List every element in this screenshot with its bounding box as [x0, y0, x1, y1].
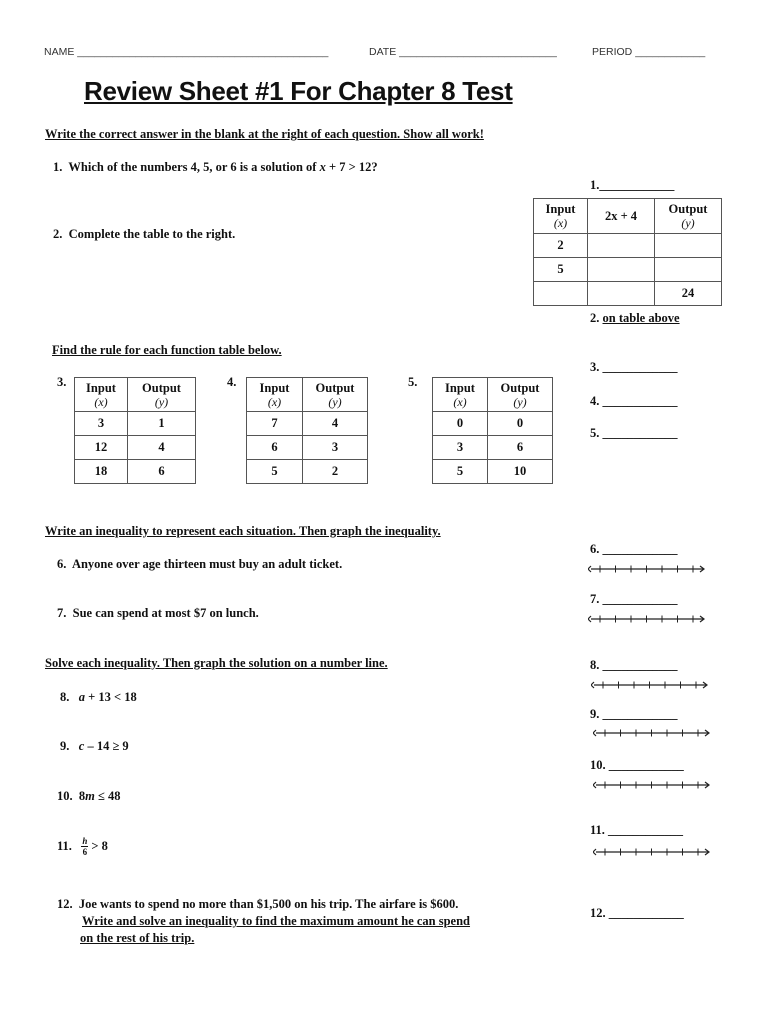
table-cell: 6 [128, 460, 196, 484]
table-header: Output (y) [655, 199, 722, 234]
arrow-left-icon [591, 682, 594, 688]
arrow-left-icon [593, 782, 596, 788]
table-cell: 5 [534, 258, 588, 282]
answer-5-blank[interactable]: 5. ____________ [590, 426, 678, 440]
answer-9-blank[interactable]: 9. ____________ [590, 707, 678, 721]
question-7-text: Sue can spend at most $7 on lunch. [72, 606, 259, 620]
question-12-line-2: Write and solve an inequality to find the maximum amount he can spend [82, 914, 471, 928]
question-11-rest: > 8 [91, 839, 108, 853]
question-10-var: m [85, 789, 95, 803]
table-header: Output (y) [128, 378, 196, 412]
answer-7-blank[interactable]: 7. ____________ [590, 592, 678, 606]
table-header: Input (x) [75, 378, 128, 412]
question-9 [60, 739, 129, 754]
question-11 [57, 836, 108, 857]
table-cell: 7 [247, 412, 303, 436]
q3-function-table [74, 377, 196, 484]
table-cell: 0 [488, 412, 553, 436]
table-header: Input (x) [433, 378, 488, 412]
number-line-8[interactable] [591, 679, 711, 691]
table-cell: 12 [75, 436, 128, 460]
number-line-9[interactable] [593, 727, 713, 739]
answer-2-text: on table above [602, 311, 680, 325]
table-cell[interactable] [534, 282, 588, 306]
question-8-number: 8. [60, 690, 70, 704]
question-11-number: 11. [57, 839, 72, 853]
question-6 [57, 557, 342, 572]
table-header: 2x + 4 [588, 199, 655, 234]
period-line [592, 46, 705, 58]
fraction-numerator: h [82, 836, 88, 846]
question-1-post: + 7 > 12? [325, 160, 378, 174]
answer-10-blank[interactable]: 10. ____________ [590, 758, 684, 772]
section-find-rule: Find the rule for each function table below. [52, 343, 282, 357]
question-1-var: x [319, 160, 326, 174]
table-cell: 0 [433, 412, 488, 436]
question-5-number: 5. [408, 375, 418, 389]
question-3-number: 3. [57, 375, 67, 389]
number-line-7[interactable] [588, 613, 708, 625]
name-line [44, 46, 328, 58]
question-10 [57, 789, 120, 804]
table-cell: 6 [247, 436, 303, 460]
question-10-rest: ≤ 48 [94, 789, 121, 803]
table-cell: 4 [303, 412, 368, 436]
answer-11-blank[interactable]: 11. ____________ [590, 823, 684, 837]
question-7-number: 7. [57, 606, 67, 620]
arrow-left-icon [588, 616, 591, 622]
arrow-left-icon [593, 730, 596, 736]
question-6-text: Anyone over age thirteen must buy an adult ticket. [71, 557, 343, 571]
date-label: DATE [369, 46, 397, 58]
section-write-inequality: Write an inequality to represent each situation. Then graph the inequality. [45, 524, 441, 538]
table-cell: 6 [488, 436, 553, 460]
question-9-var: c [78, 739, 85, 753]
answer-12-blank[interactable]: 12. ____________ [590, 906, 684, 920]
question-2-number: 2. [53, 227, 63, 241]
question-2 [53, 227, 235, 242]
question-8-var: a [78, 690, 85, 704]
question-12-line-1: Joe wants to spend no more than $1,500 on his trip. The airfare is $600. [78, 897, 459, 911]
table-cell[interactable] [655, 234, 722, 258]
arrow-left-icon [588, 566, 591, 572]
question-12-line-3: on the rest of his trip. [80, 931, 195, 945]
table-cell: 3 [75, 412, 128, 436]
table-cell: 2 [303, 460, 368, 484]
fraction-denominator: 6 [82, 847, 88, 857]
question-6-number: 6. [57, 557, 67, 571]
table-header: Input (x) [534, 199, 588, 234]
question-10-number: 10. [57, 789, 73, 803]
period-blank[interactable]: ____________ [635, 46, 706, 58]
arrow-left-icon [593, 849, 596, 855]
table-cell: 4 [128, 436, 196, 460]
table-cell[interactable] [588, 258, 655, 282]
question-12-number: 12. [57, 897, 73, 911]
table-cell: 2 [534, 234, 588, 258]
question-8-rest: + 13 < 18 [85, 690, 137, 704]
table-cell: 3 [303, 436, 368, 460]
q2-function-table [533, 198, 722, 306]
question-1 [53, 160, 378, 175]
number-line-10[interactable] [593, 779, 713, 791]
number-line-11[interactable] [593, 846, 713, 858]
date-line [369, 46, 557, 58]
table-cell: 1 [128, 412, 196, 436]
question-9-number: 9. [60, 739, 70, 753]
table-cell[interactable] [655, 258, 722, 282]
question-8 [60, 690, 137, 705]
table-cell[interactable] [588, 282, 655, 306]
table-header: Input (x) [247, 378, 303, 412]
page-title: Review Sheet #1 For Chapter 8 Test [84, 76, 513, 106]
instructions: Write the correct answer in the blank at the right of each question. Show all work! [45, 127, 484, 141]
period-label: PERIOD [592, 46, 633, 58]
table-header: Output (y) [303, 378, 368, 412]
answer-8-blank[interactable]: 8. ____________ [590, 658, 678, 672]
section-solve-inequality: Solve each inequality. Then graph the solution on a number line. [45, 656, 388, 670]
table-cell: 10 [488, 460, 553, 484]
answer-1-blank[interactable]: 1.____________ [590, 178, 675, 192]
question-9-rest: – 14 ≥ 9 [84, 739, 129, 753]
q5-function-table [432, 377, 553, 484]
question-1-pre: Which of the numbers 4, 5, or 6 is a solution of [68, 160, 320, 174]
question-11-fraction [81, 836, 88, 857]
answer-6-blank[interactable]: 6. ____________ [590, 542, 678, 556]
name-label: NAME [44, 46, 75, 58]
q4-function-table [246, 377, 368, 484]
table-cell: 5 [433, 460, 488, 484]
date-blank[interactable]: ___________________________ [399, 46, 557, 58]
answer-2-number: 2. [590, 311, 600, 325]
question-1-number: 1. [53, 160, 63, 174]
question-12 [57, 896, 470, 947]
question-10-coef: 8 [78, 789, 86, 803]
question-2-text: Complete the table to the right. [68, 227, 236, 241]
answer-2 [590, 311, 680, 326]
table-cell: 24 [655, 282, 722, 306]
question-4-number: 4. [227, 375, 237, 389]
table-cell: 5 [247, 460, 303, 484]
table-cell: 3 [433, 436, 488, 460]
answer-3-blank[interactable]: 3. ____________ [590, 360, 678, 374]
name-blank[interactable]: ___________________________________________ [77, 46, 329, 58]
table-header: Output (y) [488, 378, 553, 412]
table-cell: 18 [75, 460, 128, 484]
number-line-6[interactable] [588, 563, 708, 575]
answer-4-blank[interactable]: 4. ____________ [590, 394, 678, 408]
question-7 [57, 606, 259, 621]
table-cell[interactable] [588, 234, 655, 258]
